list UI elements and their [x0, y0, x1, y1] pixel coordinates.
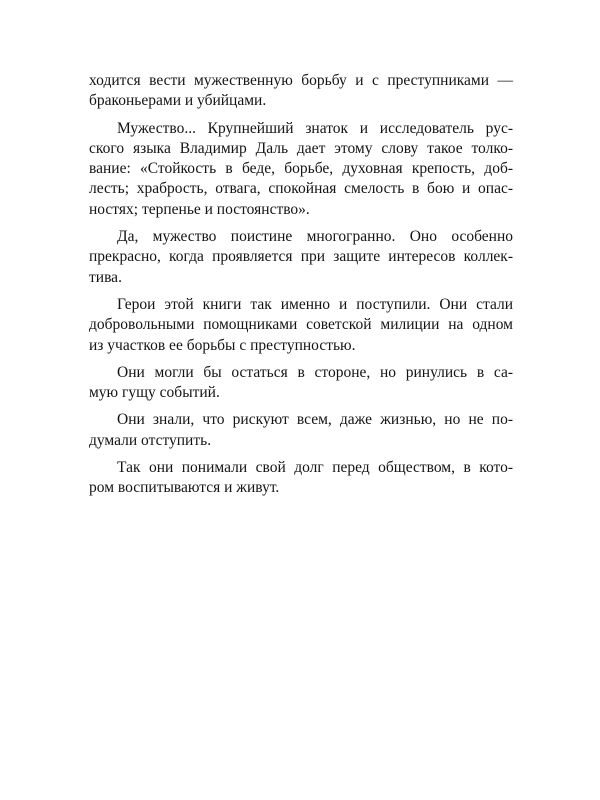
text-line: Да, мужество поистине многогранно. Оно особенно	[117, 228, 513, 246]
text-line: прекрасно, когда проявляется при защите интересов коллек-	[89, 248, 513, 266]
paragraph	[89, 119, 513, 220]
text-line: Мужество... Крупнейший знаток и исследователь рус-	[117, 119, 513, 137]
text-line: Герои этой книги так именно и поступили. Они стали	[117, 295, 513, 313]
paragraph	[89, 458, 513, 499]
text-line: ского языка Владимир Даль дает этому слову такое толко-	[89, 139, 513, 157]
text-line: добровольными помощниками советской милиции на одном	[89, 316, 513, 334]
text-line: Так они понимали свой долг перед обществом, в кото-	[117, 459, 513, 477]
text-line: мую гущу событий.	[89, 384, 220, 402]
paragraph	[89, 410, 513, 451]
text-line: из участков ее борьбы с преступностью.	[89, 336, 356, 354]
paragraph	[89, 363, 513, 404]
text-line: тива.	[89, 268, 122, 286]
text-line: думали отступить.	[89, 431, 212, 449]
text-line: лесть; храбрость, отвага, спокойная смелость в бою и опас-	[89, 180, 513, 198]
text-line: Они могли бы остаться в стороне, но ринулись в са-	[117, 363, 513, 381]
text-line: ходится вести мужественную борьбу и с преступниками —	[89, 72, 513, 89]
paragraph	[89, 227, 513, 288]
text-line: браконьерами и убийцами.	[89, 92, 267, 110]
text-line: ром воспитываются и живут.	[89, 479, 280, 497]
text-line: ностях; терпенье и постоянство».	[89, 200, 310, 218]
page-text	[89, 71, 513, 506]
text-line: вание: «Стойкость в беде, борьбе, духовная крепость, доб-	[89, 160, 513, 178]
paragraph	[89, 295, 513, 356]
text-line: Они знали, что рискуют всем, даже жизнью, но не по-	[117, 411, 513, 429]
paragraph	[89, 71, 513, 112]
